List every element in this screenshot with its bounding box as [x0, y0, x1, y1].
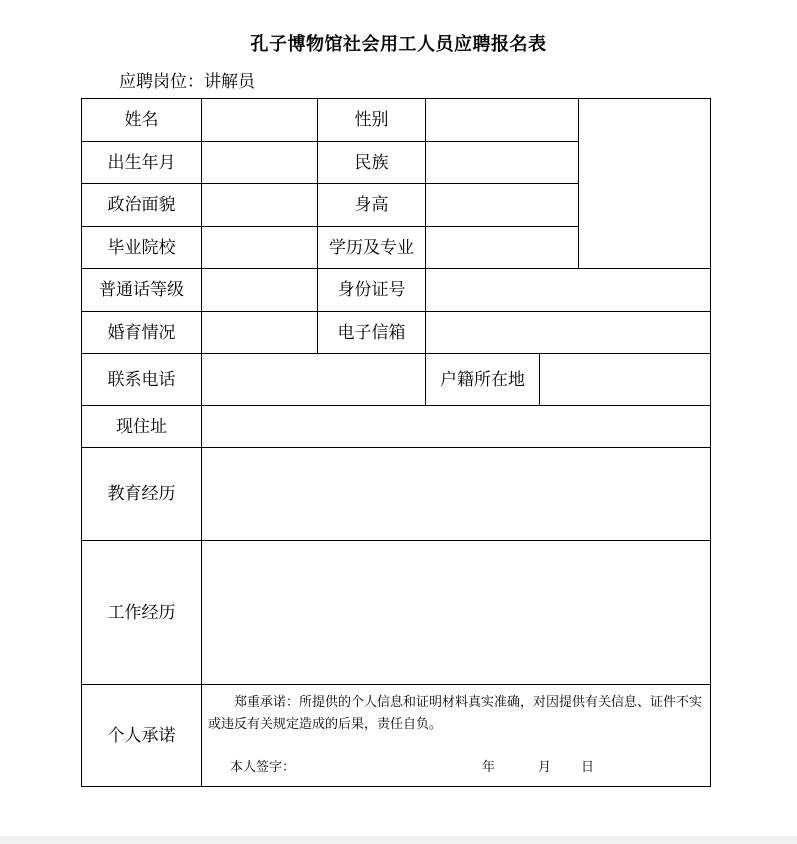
- work-label: 工作经历: [81, 540, 202, 685]
- id-number-label: 身份证号: [317, 268, 426, 312]
- work-field[interactable]: [201, 540, 711, 685]
- ethnicity-label: 民族: [317, 141, 426, 184]
- mandarin-label: 普通话等级: [81, 268, 202, 312]
- height-field[interactable]: [425, 183, 579, 227]
- address-label: 现住址: [81, 405, 202, 448]
- hukou-field[interactable]: [539, 353, 711, 406]
- phone-field[interactable]: [201, 353, 426, 406]
- education-field[interactable]: [201, 447, 711, 541]
- pledge-label: 个人承诺: [81, 684, 202, 787]
- gender-field[interactable]: [425, 98, 579, 142]
- email-label: 电子信箱: [317, 311, 426, 354]
- name-field[interactable]: [201, 98, 318, 142]
- marital-field[interactable]: [201, 311, 318, 354]
- signature-row: [230, 757, 650, 779]
- pledge-box: [201, 684, 711, 787]
- applied-position-value: 讲解员: [204, 72, 255, 92]
- registration-form-table: [81, 98, 711, 787]
- ethnicity-field[interactable]: [425, 141, 579, 184]
- signature-label: 本人签字：: [230, 760, 296, 775]
- hukou-label: 户籍所在地: [425, 353, 540, 406]
- degree-major-label: 学历及专业: [317, 226, 426, 269]
- height-label: 身高: [317, 183, 426, 227]
- email-field[interactable]: [425, 311, 711, 354]
- year-label: 年: [482, 760, 496, 775]
- page-bottom-edge: [0, 836, 797, 844]
- page-title: 孔子博物馆社会用工人员应聘报名表: [250, 34, 547, 55]
- phone-label: 联系电话: [81, 353, 202, 406]
- birth-field[interactable]: [201, 141, 318, 184]
- name-label: 姓名: [81, 98, 202, 142]
- month-label: 月: [538, 760, 552, 775]
- birth-label: 出生年月: [81, 141, 202, 184]
- political-label: 政治面貌: [81, 183, 202, 227]
- applied-position-label: 应聘岗位：: [119, 72, 204, 92]
- marital-label: 婚育情况: [81, 311, 202, 354]
- school-field[interactable]: [201, 226, 318, 269]
- pledge-text: 郑重承诺：所提供的个人信息和证明材料真实准确，对因提供有关信息、证件不实或违反有关规定造成的后果，责任自负。: [208, 695, 703, 732]
- gender-label: 性别: [317, 98, 426, 142]
- degree-major-field[interactable]: [425, 226, 579, 269]
- day-label: 日: [581, 760, 595, 775]
- photo-box[interactable]: [578, 98, 711, 269]
- applied-position: [119, 70, 255, 94]
- address-field[interactable]: [201, 405, 711, 448]
- school-label: 毕业院校: [81, 226, 202, 269]
- education-label: 教育经历: [81, 447, 202, 541]
- id-number-field[interactable]: [425, 268, 711, 312]
- political-field[interactable]: [201, 183, 318, 227]
- mandarin-field[interactable]: [201, 268, 318, 312]
